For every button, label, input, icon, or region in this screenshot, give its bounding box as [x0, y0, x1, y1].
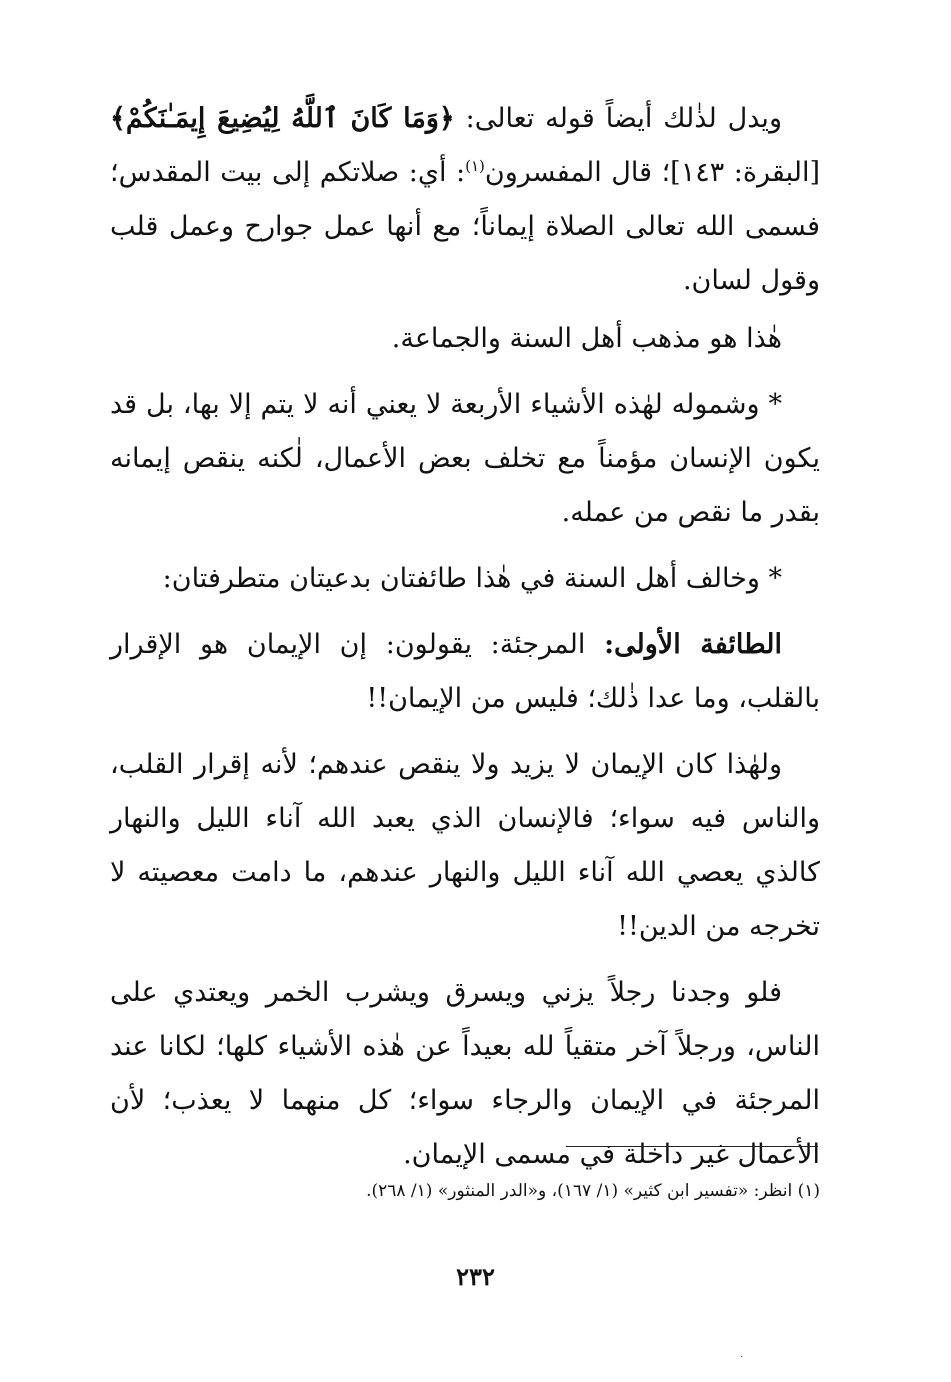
- paragraph-5: [110, 618, 820, 726]
- paragraph-1-intro: ويدل لذٰلك أيضاً قوله تعالى:: [454, 103, 782, 134]
- paragraph-5-rest: المرجئة: يقولون: إن الإيمان هو الإقرار بالقلب، وما عدا ذٰلك؛ فليس من الإيمان!!: [110, 629, 820, 714]
- first-group-heading: الطائفة الأولى:: [604, 629, 782, 660]
- main-text: [110, 92, 820, 1194]
- paragraph-2: هٰذا هو مذهب أهل السنة والجماعة.: [391, 323, 782, 354]
- footnote: (١) انظر: «تفسير ابن كثير» (١/ ١٦٧)، و«الدر المنثور» (١/ ٢٦٨).: [366, 1181, 820, 1201]
- paragraph-1: [110, 92, 820, 308]
- paragraph-1-citation: [البقرة: ١٤٣]؛ قال المفسرون: [484, 157, 820, 188]
- paragraph-4: * وخالف أهل السنة في هٰذا طائفتان بدعيتان متطرفتان:: [162, 563, 782, 594]
- page-number: ٢٣٢: [456, 1262, 495, 1291]
- paragraph-3: * وشموله لهٰذه الأشياء الأربعة لا يعني أنه لا يتم إلا بها، بل قد يكون الإنسان مؤمناً مع تخلف بعض الأعمال، لٰكنه ينقص إيمانه بقدر ما نقص من عمله.: [110, 389, 820, 528]
- quran-verse: ﴿وَمَا كَانَ ٱللَّهُ لِيُضِيعَ إِيمَـٰنَكُمْ﴾: [110, 103, 455, 134]
- footnote-marker: (١): [465, 157, 485, 175]
- scan-speck: ·: [740, 1352, 744, 1363]
- paragraph-1-rest: : أي: صلاتكم إلى بيت المقدس؛ فسمى الله تعالى الصلاة إيماناً؛ مع أنها عمل جوارح وعمل قلب وقول لسان.: [110, 157, 820, 296]
- paragraph-6: ولهٰذا كان الإيمان لا يزيد ولا ينقص عندهم؛ لأنه إقرار القلب، والناس فيه سواء؛ فالإنسان الذي يعبد الله آناء الليل والنهار كالذي يعصي الله آناء الليل والنهار عندهم، ما دامت معصيته لا تخرجه من الدين!!: [110, 749, 820, 942]
- footnote-separator: [566, 1146, 818, 1147]
- paragraph-7: فلو وجدنا رجلاً يزني ويسرق ويشرب الخمر ويعتدي على الناس، ورجلاً آخر متقياً لله بعيداً عن هٰذه الأشياء كلها؛ لكانا عند المرجئة في الإيمان والرجاء سواء؛ كل منهما لا يعذب؛ لأن الأعمال غير داخلة في مسمى الإيمان.: [110, 977, 820, 1170]
